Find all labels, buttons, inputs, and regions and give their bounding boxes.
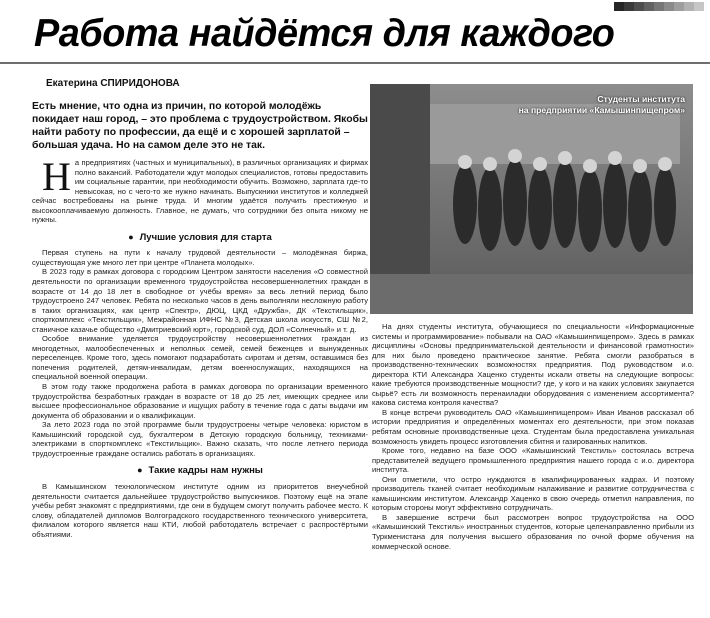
color-swatch (624, 2, 634, 11)
paragraph: В конце встречи руководитель ОАО «Камышинпищепром» Иван Иванов рассказал об истории предприятия и определённых моментах его деятельности, при этом показав ребятам основные производственные цеха. Студентам была предоставлена уникальная возможность увидеть процесс изготовления сбитня и газированных напитков. (372, 407, 694, 446)
color-swatch (644, 2, 654, 11)
paragraph: Особое внимание уделяется трудоустройству несовершеннолетних граждан из многодетных, малообеспеченных и неполных семей, семей беженцев и вынужденных переселенцев. Кроме того, здесь помогают подзаработать сиротам и детям, оставшимся без попечения родителей, детям-инвалидам, детям военнослужащих, находящихся на специальной военной операции. (32, 334, 368, 382)
photo-caption: Студенты института на предприятии «Камышинпищепром» (518, 94, 685, 115)
color-swatch (614, 2, 624, 11)
color-swatch (684, 2, 694, 11)
paragraph: В этом году также продолжена работа в рамках договора по организации временного трудоустройства безработных граждан в возрасте от 18 до 25 лет, имеющих среднее или высшее профессиональное образование и ищущих работу в течение года с даты выдачи им документа об образовании и о квалификации. (32, 382, 368, 420)
color-swatch (674, 2, 684, 11)
students-group-photo (370, 84, 693, 314)
color-swatch (694, 2, 704, 11)
right-column (372, 322, 694, 551)
color-swatch (664, 2, 674, 11)
section-heading-best-conditions: ● Лучшие условия для старта (128, 231, 272, 243)
paragraph: Первая ступень на пути к началу трудовой деятельности – молодёжная биржа, существующая уже много лет при центре «Планета молодых». (32, 248, 368, 267)
color-swatch (654, 2, 664, 11)
section-heading-needed-staff: ● Такие кадры нам нужны (137, 465, 263, 477)
author-byline: Екатерина СПИРИДОНОВА (46, 78, 180, 89)
paragraph: На днях студенты института, обучающиеся по специальности «Информационные системы и программирование» побывали на ОАО «Камышинпищепром». Здесь в рамках дисциплины «Основы предпринимательской деятельности и финансовой грамотности» для них было проведено практическое занятие. Ребята смогли разобраться в производственно-технических возможностях предприятия. Под руководством и.о. директора КТИ Александра Хаценко студенты искали ответы на следующие вопросы: какие требуются производственные мощности? где, у кого и на каких условиях закупается сырьё? есть ли возможность перенаиладки оборудования с изменением ассортимента? какова система контроля качества? (372, 322, 694, 408)
photo-illustration (370, 84, 693, 314)
headline-rule (0, 62, 710, 64)
paragraph: Кроме того, недавно на базе ООО «Камышинский Текстиль» состоялась встреча представителей ведущего промышленного предприятия нашего города с и.о. директора института. (372, 446, 694, 475)
article-lead: Есть мнение, что одна из причин, по которой молодёжь покидает наш город, – это проблема с трудоустройством. Якобы найти работу по профессии, да ещё и с хорошей зарплатой – большая удача. Но на самом деле это не так. (32, 101, 368, 151)
color-swatch (634, 2, 644, 11)
drop-cap: Н (42, 154, 71, 199)
bullet-icon: ● (137, 465, 143, 476)
color-calibration-bar (614, 2, 704, 11)
article-headline: Работа найдётся для каждого (34, 12, 615, 55)
paragraph: За лето 2023 года по этой программе были трудоустроены четыре человека: юристом в Камышинский городской суд, бухгалтером в Детскую городскую больницу, техниками-электриками в спорткомплекс «Текстильщик». Важно сказать, что после летнего периода трудоустроенные граждане остались работать в организациях. (32, 420, 368, 458)
intro-paragraph: На предприятиях (частных и муниципальных), в различных организациях и фирмах полно вакансий. Работодатели ждут молодых специалистов, готовы предоставить им социальные гарантии, при необходимости обучить. Возможно, зарплата где-то невысокая, но с чего-то же нужно начинать. Выпускники институтов и колледжей сейчас востребованы на рынке труда. И многим удаётся получить престижную и высокооплачиваемую должность. Главное, не думать, что сотрудники без опыта никому не нужны. (32, 154, 368, 225)
paragraph: В Камышинском технологическом институте одним из приоритетов внеучебной деятельности считается дальнейшее трудоустройство выпускников. Поэтому ещё на этапе учёбы ребят знакомят с предприятиями, где они в будущем смогут получить рабочее место. К слову, обладателей дипломов Волгоградского государственного технического университета, филиалом которого является наш КТИ, любой работодатель встречает с распростёртыми объятиями. (32, 481, 368, 539)
paragraph: В завершение встречи был рассмотрен вопрос трудоустройства на ООО «Камышинский Текстиль» иностранных студентов, которые целенаправленно прибыли из Туркменистана для получения высшего образования по очной форме обучения на коммерческой основе. (372, 512, 694, 551)
paragraph: Они отметили, что остро нуждаются в квалифицированных кадрах. И поэтому производитель тканей считает необходимым налаживание и развитие сотрудничества с камышинским институтом. Александр Хаценко в свою очередь отметил направления, по которым стороны могут эффективно сотрудничать. (372, 474, 694, 513)
left-column (32, 154, 368, 539)
paragraph: В 2023 году в рамках договора с городским Центром занятости населения «О совместной деятельности по организации временного трудоустройства несовершеннолетних граждан в возрасте от 14 до 18 лет в свободное от учёбы время» за весь летний период было трудоустроено 247 человек. Ребята по несколько часов в день выполняли несложную работу в таких организациях, как центр «Спектр», ДЮЦ, ЦКД «Дружба», ДК «Текстильщик», спорткомплекс «Текстильщик», Межрайонная ИФНС №3, Детская школа искусств, СШ №2, станичное казачье общество «Дмитриевский юрт», городской суд, ДОЛ «Солнечный» и т. д. (32, 267, 368, 334)
bullet-icon: ● (128, 231, 134, 242)
